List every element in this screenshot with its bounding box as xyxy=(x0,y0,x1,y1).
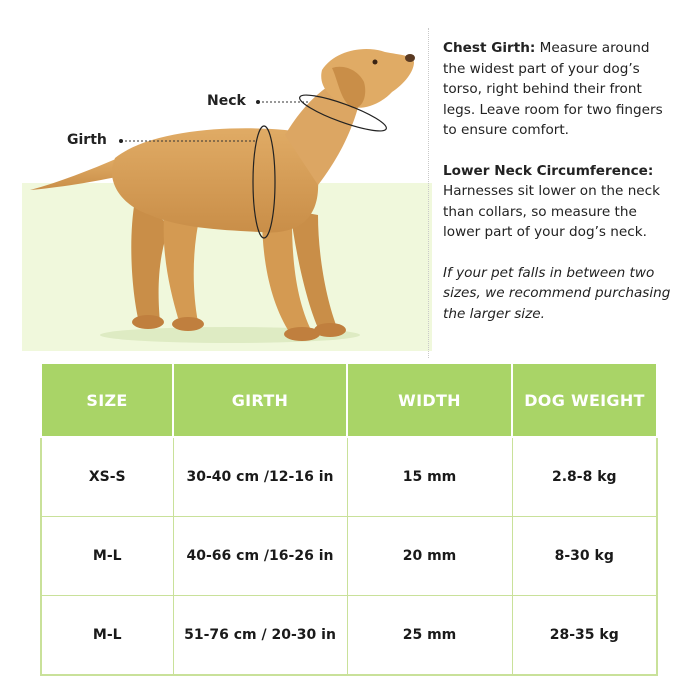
header-dog-weight: DOG WEIGHT xyxy=(512,363,657,437)
chest-girth-title: Chest Girth: xyxy=(443,40,536,56)
dog-illustration xyxy=(0,0,430,355)
header-size: SIZE xyxy=(41,363,173,437)
table-row xyxy=(41,517,657,596)
girth-callout: Girth xyxy=(67,132,107,148)
table-row xyxy=(41,596,657,676)
neck-paragraph xyxy=(443,161,675,243)
measurement-instructions xyxy=(443,38,675,344)
neck-text: Harnesses sit lower on the neck than collars, so measure the lower part of your dog’s neck. xyxy=(443,183,661,240)
dog-tail xyxy=(30,158,125,190)
cell-girth: 40-66 cm /16-26 in xyxy=(173,517,347,596)
cell-girth: 30-40 cm /12-16 in xyxy=(173,437,347,517)
divider xyxy=(428,28,429,358)
cell-weight: 28-35 kg xyxy=(512,596,657,676)
size-note-text: If your pet falls in between two sizes, we recommend purchasing the larger size. xyxy=(443,264,671,322)
chest-girth-text: Measure around the widest part of your dog’s torso, right behind their front legs. Leave room for two fingers to ensure comfort. xyxy=(443,40,663,138)
cell-width: 25 mm xyxy=(347,596,512,676)
neck-title: Lower Neck Circumference: xyxy=(443,162,654,179)
table-row xyxy=(41,437,657,517)
size-note xyxy=(443,263,675,325)
cell-size: M-L xyxy=(41,517,173,596)
dog-head xyxy=(321,49,414,108)
cell-width: 20 mm xyxy=(347,517,512,596)
size-chart-table xyxy=(40,362,658,676)
cell-weight: 8-30 kg xyxy=(512,517,657,596)
cell-size: XS-S xyxy=(41,437,173,517)
cell-weight: 2.8-8 kg xyxy=(512,437,657,517)
header-width: WIDTH xyxy=(347,363,512,437)
cell-girth: 51-76 cm / 20-30 in xyxy=(173,596,347,676)
cell-width: 15 mm xyxy=(347,437,512,517)
cell-size: M-L xyxy=(41,596,173,676)
table-header-row xyxy=(41,363,657,437)
header-girth: GIRTH xyxy=(173,363,347,437)
chest-girth-paragraph xyxy=(443,38,675,141)
neck-callout: Neck xyxy=(207,93,246,109)
